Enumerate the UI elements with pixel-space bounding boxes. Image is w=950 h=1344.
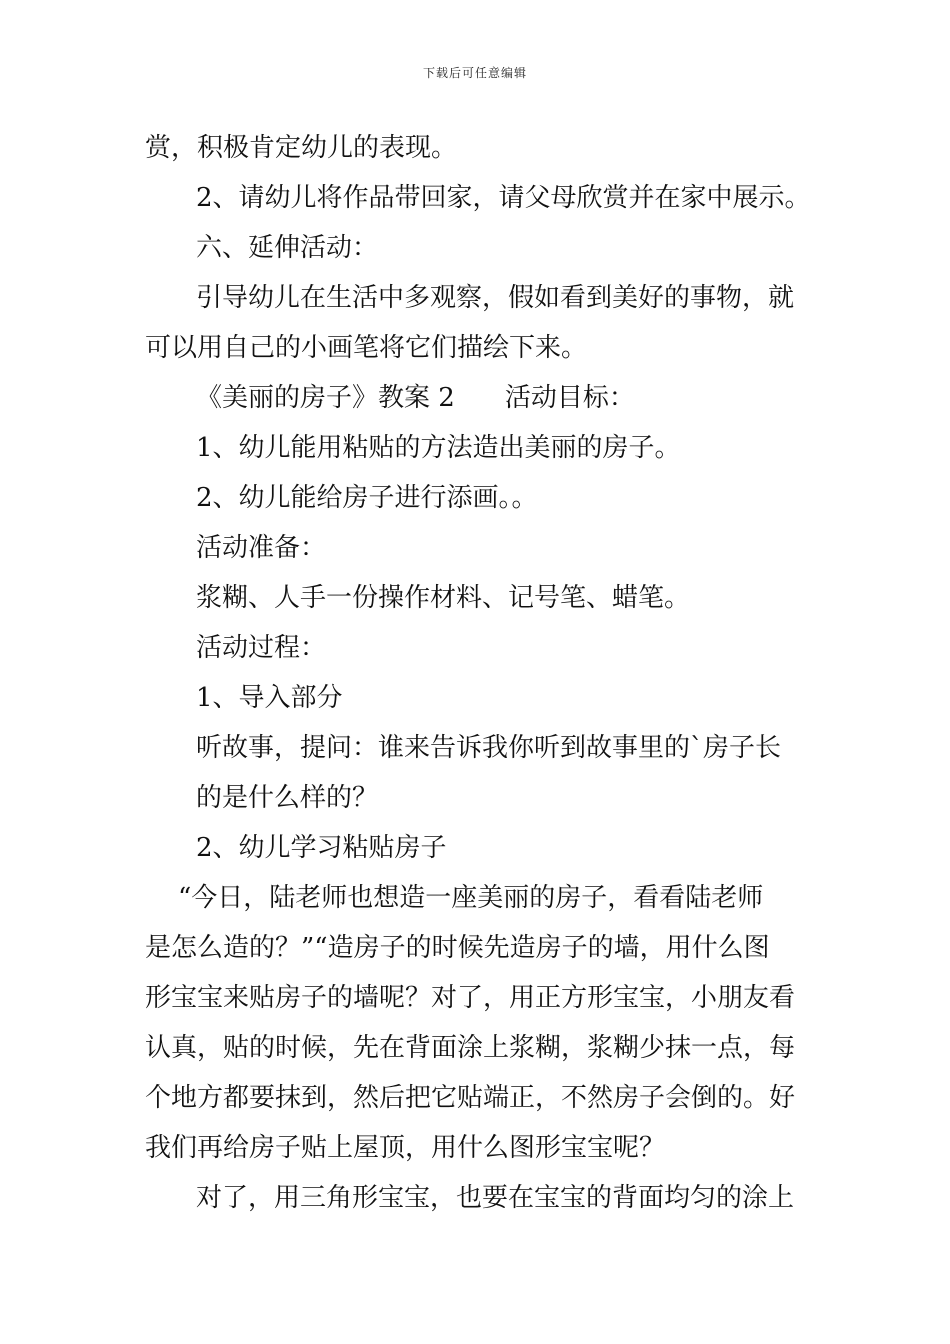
body-line: 认真，贴的时候，先在背面涂上浆糊，浆糊少抹一点，每: [145, 1033, 796, 1063]
section-heading: 六、延伸活动：: [196, 233, 379, 263]
body-line: 赏，积极肯定幼儿的表现。: [145, 133, 458, 163]
body-line: 2、幼儿学习粘贴房子: [196, 833, 447, 863]
body-line: 我们再给房子贴上屋顶，用什么图形宝宝呢？: [145, 1133, 666, 1163]
body-line: “今日，陆老师也想造一座美丽的房子，看看陆老师: [178, 883, 764, 913]
body-line: 1、幼儿能用粘贴的方法造出美丽的房子。: [196, 433, 681, 463]
page-header: 下载后可任意编辑: [422, 66, 527, 80]
section-heading: 活动过程：: [196, 633, 327, 663]
body-line: 听故事，提问：谁来告诉我你听到故事里的`房子长: [196, 733, 782, 763]
body-line: 浆糊、人手一份操作材料、记号笔、蜡笔。: [196, 583, 691, 613]
body-line: 的是什么样的？: [196, 783, 379, 813]
lesson-title-line: [196, 382, 635, 414]
body-line: 可以用自己的小画笔将它们描绘下来。: [145, 333, 588, 363]
lesson-title: 《美丽的房子》教案 2: [196, 383, 455, 413]
body-line: 2、幼儿能给房子进行添画。。: [196, 483, 538, 513]
body-line: 形宝宝来贴房子的墙呢？对了，用正方形宝宝，小朋友看: [145, 983, 796, 1013]
body-line: 是怎么造的？”“造房子的时候先造房子的墙，用什么图: [145, 933, 770, 963]
section-heading: 活动准备：: [196, 533, 327, 563]
body-line: 个地方都要抹到，然后把它贴端正，不然房子会倒的。好: [145, 1083, 796, 1113]
body-line: 对了，用三角形宝宝，也要在宝宝的背面均匀的涂上: [196, 1183, 795, 1213]
section-heading: 活动目标：: [504, 383, 635, 413]
body-line: 2、请幼儿将作品带回家，请父母欣赏并在家中展示。: [196, 183, 811, 213]
body-line: 引导幼儿在生活中多观察，假如看到美好的事物，就: [196, 283, 795, 313]
body-line: 1、导入部分: [196, 683, 343, 713]
